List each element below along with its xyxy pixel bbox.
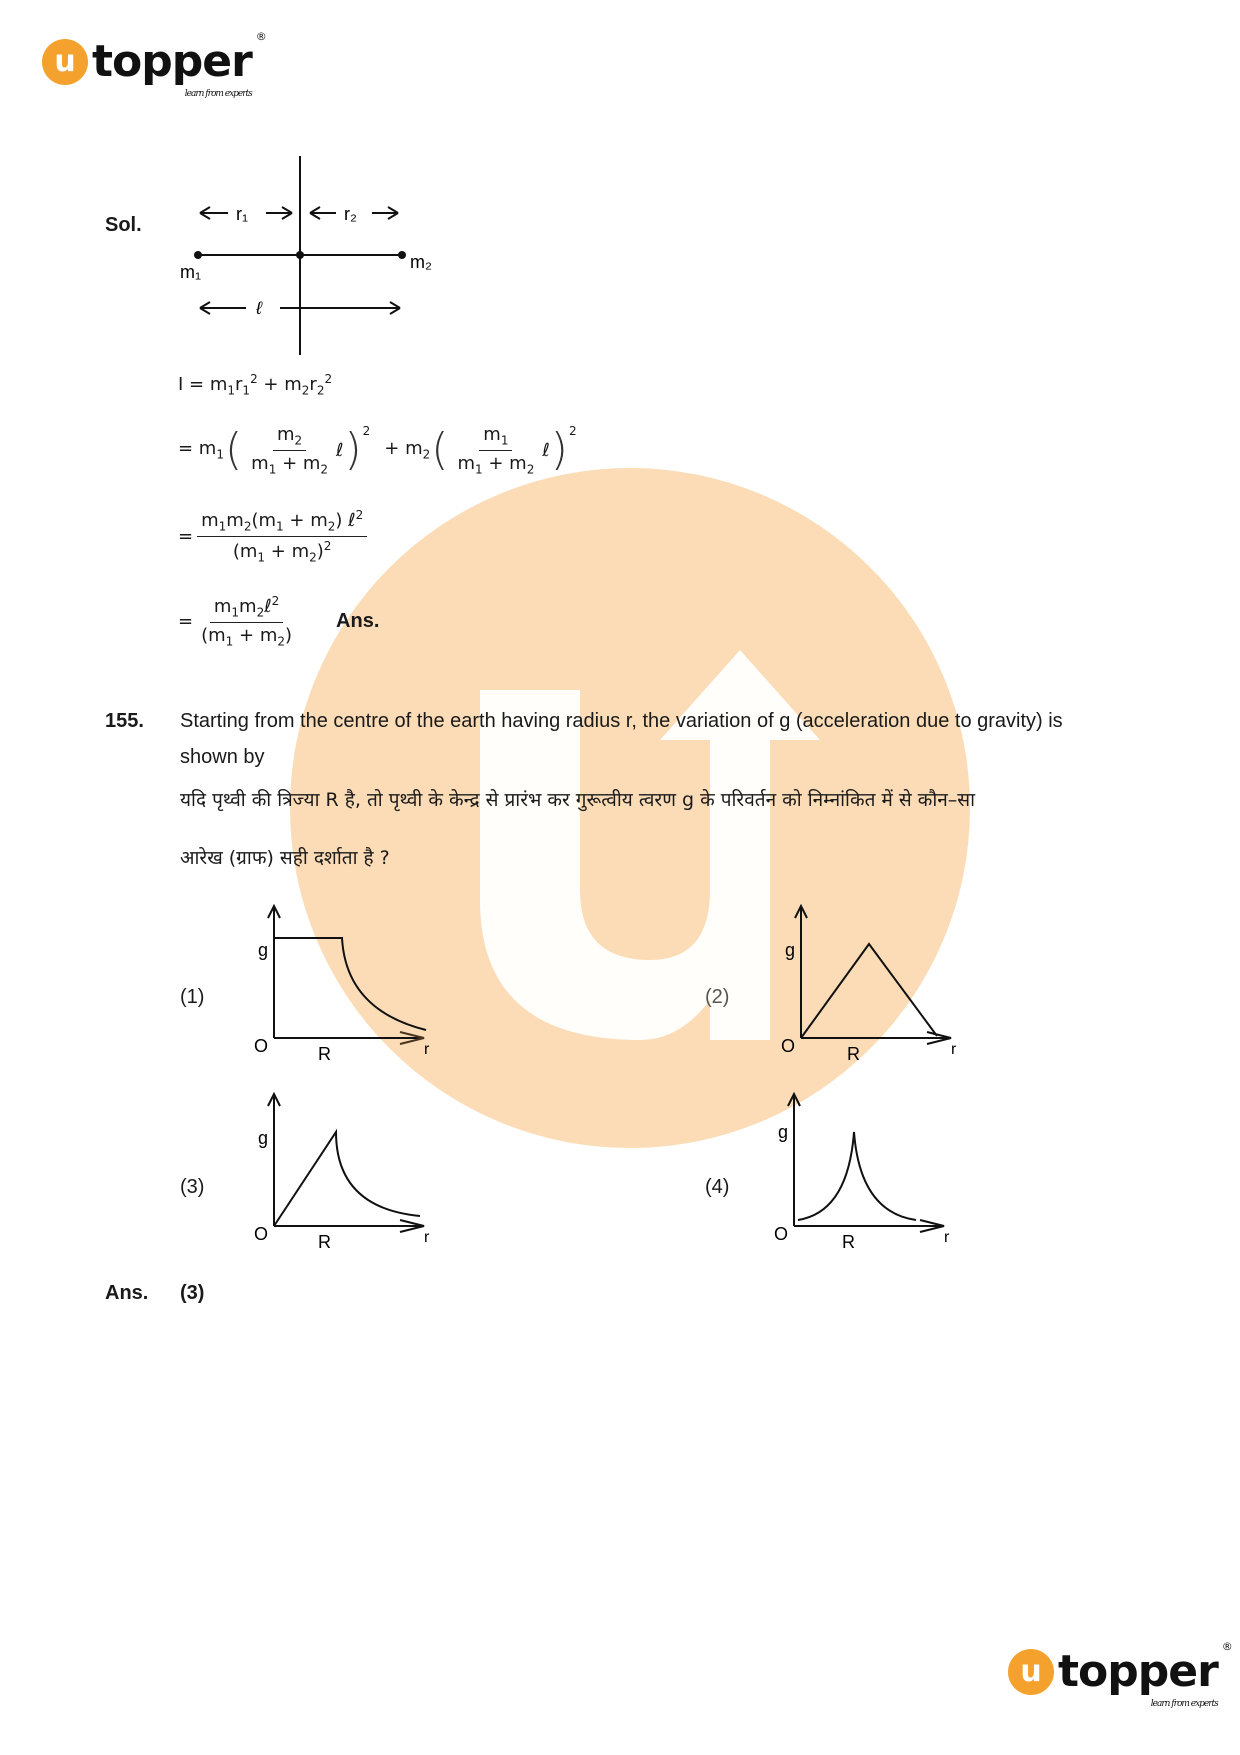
solution-ans-label: Ans.: [336, 609, 380, 632]
graph-1-x-label: r: [424, 1041, 430, 1058]
graph-option-1: [250, 900, 440, 1060]
graph-4-x-label: r: [944, 1229, 950, 1246]
logo-tagline: learn from experts: [1150, 1699, 1218, 1709]
r1-label: r₁: [236, 204, 249, 224]
equation-line-3: = $\frac{m_1m_2(m_1 + m_2) \ell^2}{(m_1 + m_2)^2}$: [178, 508, 371, 564]
answer-value: (3): [180, 1282, 205, 1304]
r2-label: r₂: [344, 204, 357, 224]
topper-logo-mark-icon: u: [1008, 1649, 1054, 1695]
graph-option-3: [250, 1088, 440, 1248]
question-english-line-2: shown by: [180, 746, 265, 768]
graph-4-origin-label: O: [774, 1224, 789, 1244]
option-4-label: (4): [705, 1176, 730, 1198]
question-english-line-1: Starting from the centre of the earth having radius r, the variation of g (acceleration due to gravity) is: [180, 710, 1063, 732]
graph-3-r-mark: R: [318, 1232, 331, 1248]
graph-4-y-label: g: [778, 1122, 789, 1142]
graph-1-y-label: g: [258, 940, 269, 960]
question-hindi-line-1: यदि पृथ्वी की त्रिज्या R है, तो पृथ्वी के केन्द्र से प्रारंभ कर गुरूत्वीय त्वरण g के परिवर्तन को निम्नांकित में से कौन–सा: [180, 789, 976, 811]
registered-mark: ®: [255, 30, 266, 43]
topper-logo-word: topper: [92, 36, 252, 87]
m2-label: m₂: [410, 252, 432, 272]
question-hindi-line-2: आरेख (ग्राफ) सही दर्शाता है ?: [180, 847, 390, 869]
option-1-label: (1): [180, 986, 205, 1008]
logo-tagline: learn from experts: [184, 89, 252, 99]
graph-4-r-mark: R: [842, 1232, 855, 1248]
topper-logo-top: [42, 30, 266, 99]
question-number: 155.: [105, 710, 144, 732]
option-2-label: (2): [705, 986, 730, 1008]
graph-option-4: [770, 1088, 960, 1248]
registered-mark: ®: [1221, 1640, 1232, 1653]
graph-3-y-label: g: [258, 1128, 269, 1148]
graph-3-origin-label: O: [254, 1224, 269, 1244]
m1-label: m₁: [180, 262, 202, 282]
topper-logo-mark-icon: u: [42, 39, 88, 85]
graph-1-origin-label: O: [254, 1036, 269, 1056]
graph-1-r-mark: R: [318, 1044, 331, 1060]
graph-2-origin-label: O: [781, 1036, 796, 1056]
mass-distance-diagram: [180, 150, 460, 360]
topper-logo-word: topper: [1058, 1646, 1218, 1697]
answer-label: Ans.: [105, 1282, 149, 1304]
watermark-logo-icon: [440, 640, 820, 1060]
equation-line-4: = $\frac{m_1m_2\ell^2}{(m_1 + m_2)}$ Ans.: [178, 594, 380, 649]
option-3-label: (3): [180, 1176, 205, 1198]
graph-2-x-label: r: [951, 1041, 957, 1058]
graph-3-x-label: r: [424, 1229, 430, 1246]
graph-option-2: [777, 900, 967, 1060]
equation-line-1: $I = m_1r_1^2 + m_2r_2^2$: [178, 372, 333, 398]
equation-line-2: = $m_1$ ( $\frac{m_2}{m_1 + m_2}$ ℓ ) $^2$ + $m_2$ ( $\frac{m_1}{m_1 + m_2}$ ℓ ) $^2$: [178, 424, 577, 477]
graph-2-y-label: g: [785, 940, 796, 960]
topper-logo-bottom: [1008, 1640, 1232, 1709]
length-label: ℓ: [256, 298, 262, 318]
solution-label: Sol.: [105, 214, 142, 236]
graph-2-r-mark: R: [847, 1044, 860, 1060]
